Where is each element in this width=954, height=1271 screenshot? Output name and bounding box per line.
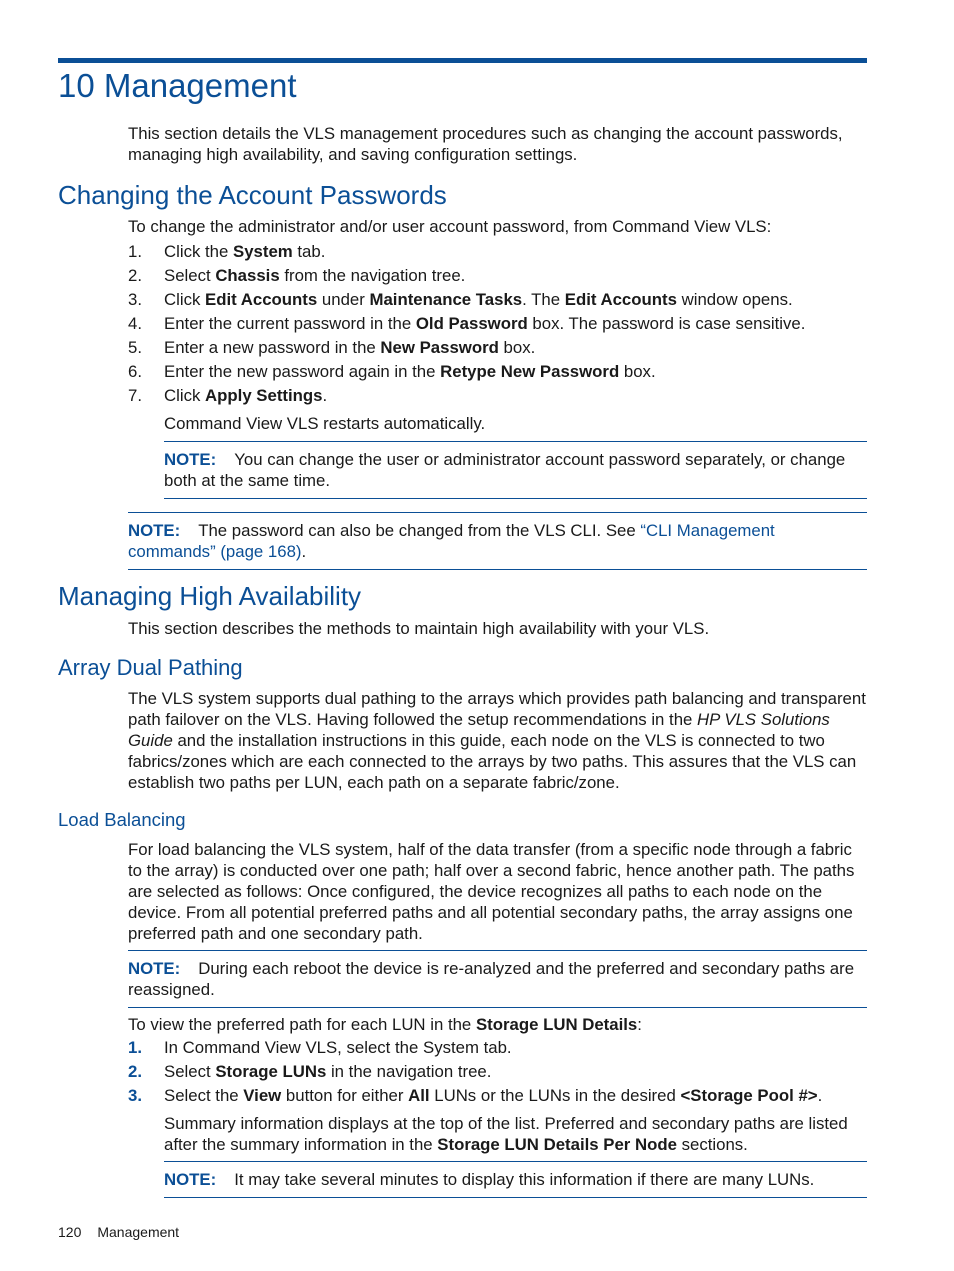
list-item <box>128 360 868 384</box>
passwords-lead: To change the administrator and/or user account password, from Command View VLS: <box>128 217 772 236</box>
note-box <box>128 512 867 570</box>
step-text: Select <box>164 266 216 285</box>
cli-management-link[interactable]: “CLI Management commands” (page 168) <box>128 521 775 561</box>
step-number: 7. <box>128 386 142 405</box>
step-text: box. <box>619 362 656 381</box>
step-text: Select the <box>164 1086 244 1105</box>
note-box <box>128 950 867 1008</box>
section-heading-high-availability: Managing High Availability <box>58 581 362 611</box>
ui-term: Edit Accounts <box>205 290 318 309</box>
step-number: 5. <box>128 338 142 357</box>
list-item <box>128 384 868 408</box>
paragraph-text: : <box>637 1015 642 1034</box>
ui-term: Edit Accounts <box>564 290 677 309</box>
ui-term: Old Password <box>415 314 528 333</box>
step-number: 1. <box>128 1038 142 1057</box>
ui-term: Storage LUNs <box>215 1062 327 1081</box>
step-text: Enter the new password again in the <box>164 362 441 381</box>
view-path-steps <box>128 1036 868 1108</box>
paragraph-text: To view the preferred path for each LUN in the <box>128 1015 476 1034</box>
summary-paragraph <box>164 1113 868 1155</box>
note-text: The password can also be changed from the VLS CLI. See <box>198 521 641 540</box>
section-heading-passwords: Changing the Account Passwords <box>58 180 447 210</box>
list-item <box>128 336 868 360</box>
ui-term: New Password <box>380 338 499 357</box>
note-box <box>164 1161 867 1198</box>
chapter-top-rule <box>58 58 867 63</box>
list-item <box>128 1060 868 1084</box>
ui-term: Apply Settings <box>205 386 323 405</box>
note-text: During each reboot the device is re-analyzed and the preferred and secondary paths are reassigned. <box>128 959 855 999</box>
step-number: 3. <box>128 1086 142 1105</box>
step-text: under <box>317 290 370 309</box>
step-text: . <box>817 1086 823 1105</box>
step-text: Click <box>164 290 206 309</box>
ui-term: System <box>233 242 293 261</box>
load-balancing-paragraph: For load balancing the VLS system, half of the data transfer (from a specific node through a fabric to the array) is conducted over one path; half over a second fabric, hence another path. The paths are selected as follows: Once configured, the device recognizes all paths to each node on the device. From all potential preferred paths and all potential secondary paths, the array assigns one preferred path and one secondary path. <box>128 840 855 943</box>
view-path-lead <box>128 1014 868 1035</box>
high-availability-lead: This section describes the methods to maintain high availability with your VLS. <box>128 619 710 638</box>
note-box <box>164 441 867 499</box>
step-text: Click <box>164 386 206 405</box>
step-text: box. <box>498 338 536 357</box>
note-label: NOTE: <box>164 450 217 469</box>
list-item <box>128 1036 868 1060</box>
step-number: 2. <box>128 266 142 285</box>
list-item <box>128 288 868 312</box>
paragraph-text: and the installation instructions in this guide, each node on the VLS is connected to two fabrics/zones which are each connected to the arrays by two paths. This assures that the VLS can establish two paths per LUN, each path on a separate fabric/zone. <box>128 731 857 792</box>
ui-term: Retype New Password <box>440 362 620 381</box>
list-item <box>128 1084 868 1108</box>
list-item <box>128 312 868 336</box>
paragraph-text: Summary information displays at the top of the list. Preferred and secondary paths are listed after the summary information in the <box>164 1114 848 1154</box>
paragraph-text: The VLS system supports dual pathing to the arrays which provides path balancing and transparent path failover on the VLS. Having followed the setup recommendations in the <box>128 689 866 729</box>
step-number: 3. <box>128 290 142 309</box>
step-text: tab. <box>292 242 326 261</box>
note-text: It may take several minutes to display this information if there are many LUNs. <box>234 1170 815 1189</box>
step-text: box. The password is case sensitive. <box>527 314 806 333</box>
list-item <box>128 240 868 264</box>
note-text: You can change the user or administrator account password separately, or change both at the same time. <box>164 450 846 490</box>
guide-title: HP VLS Solutions Guide <box>128 710 830 750</box>
paragraph-text: sections. <box>676 1135 748 1154</box>
list-item <box>128 264 868 288</box>
step-text: In Command View VLS, select the System tab. <box>164 1038 512 1057</box>
passwords-steps <box>128 240 868 408</box>
step-text: from the navigation tree. <box>279 266 466 285</box>
chapter-title: 10 Management <box>58 67 297 104</box>
step-text: . The <box>522 290 565 309</box>
ui-term: Maintenance Tasks <box>369 290 523 309</box>
chapter-intro: This section details the VLS management procedures such as changing the account passwords, managing high availability, and saving configuration settings. <box>128 124 843 164</box>
ui-term: Storage LUN Details Per Node <box>437 1135 677 1154</box>
step-text: Enter the current password in the <box>164 314 416 333</box>
ui-term: Chassis <box>215 266 280 285</box>
ui-term: <Storage Pool #> <box>680 1086 818 1105</box>
step-number: 4. <box>128 314 142 333</box>
ui-term: Storage LUN Details <box>475 1015 638 1034</box>
ui-term: All <box>408 1086 430 1105</box>
note-label: NOTE: <box>128 959 181 978</box>
step-number: 6. <box>128 362 142 381</box>
step-text: in the navigation tree. <box>326 1062 492 1081</box>
step-text: window opens. <box>676 290 793 309</box>
step-text: Click the <box>164 242 234 261</box>
page-footer <box>58 1223 179 1241</box>
array-dual-pathing-paragraph <box>128 688 868 793</box>
step-text: Select <box>164 1062 216 1081</box>
section-heading-array-dual-pathing: Array Dual Pathing <box>58 655 243 680</box>
section-heading-load-balancing: Load Balancing <box>58 809 186 830</box>
step-text: button for either <box>281 1086 409 1105</box>
footer-label: Management <box>97 1224 180 1240</box>
step-number: 1. <box>128 242 142 261</box>
ui-term: View <box>243 1086 282 1105</box>
step-text: Enter a new password in the <box>164 338 381 357</box>
step-text: LUNs or the LUNs in the desired <box>429 1086 681 1105</box>
page-number: 120 <box>58 1224 82 1240</box>
step-number: 2. <box>128 1062 142 1081</box>
step7-result: Command View VLS restarts automatically. <box>164 414 486 433</box>
step-text: . <box>322 386 328 405</box>
note-label: NOTE: <box>128 521 181 540</box>
note-text-end: . <box>301 542 307 561</box>
note-label: NOTE: <box>164 1170 217 1189</box>
